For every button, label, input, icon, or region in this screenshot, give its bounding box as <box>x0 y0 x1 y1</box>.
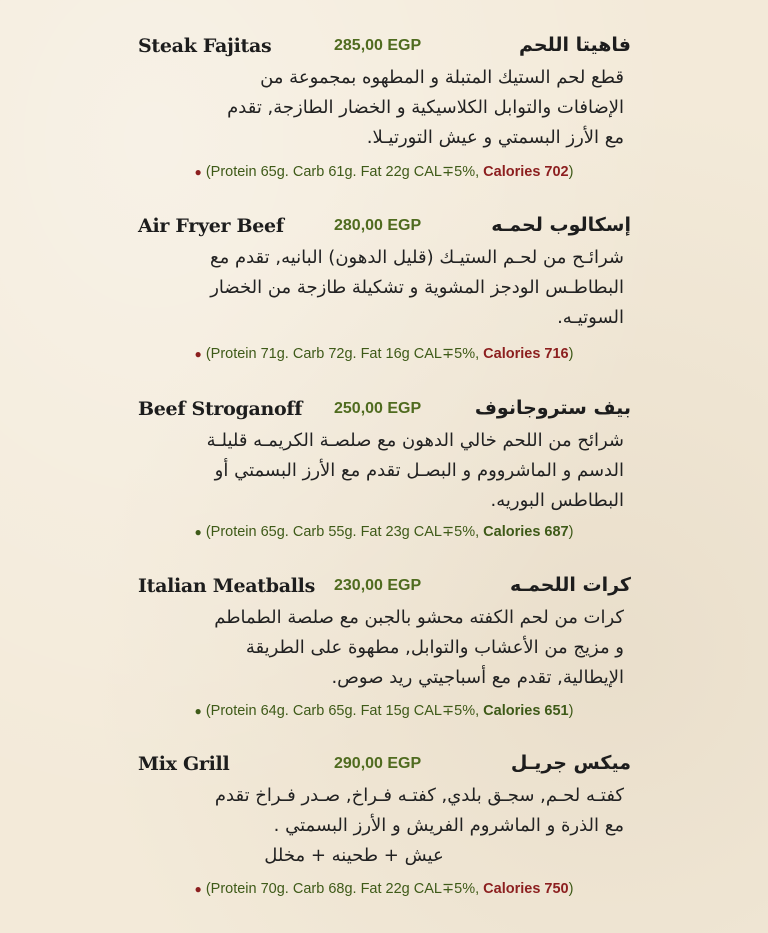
nutrition-close: ) <box>568 164 574 180</box>
bullet-icon: ● <box>194 347 202 361</box>
item-name: Mix Grill <box>138 753 230 775</box>
item-name: Italian Meatballs <box>138 575 315 597</box>
item-title-ar: فاهيتا اللحم <box>518 34 631 56</box>
item-name: Beef Stroganoff <box>138 398 303 420</box>
item-price: 290,00 EGP <box>334 755 422 772</box>
item-title-ar: إسكالوب لحمـه <box>491 214 631 236</box>
item-price: 285,00 EGP <box>334 37 422 54</box>
nutrition-close: ) <box>568 346 574 362</box>
desc-line: شرائـح من لحـم الستيـك (قليل الدهون) البانيه, تقدم مع <box>210 247 624 268</box>
item-name: Air Fryer Beef <box>138 215 284 237</box>
nutrition-text: (Protein 65g. Carb 61g. Fat 22g CAL∓5%, <box>205 164 480 180</box>
desc-line: السوتيـه. <box>557 307 624 328</box>
nutrition-close: ) <box>568 881 574 897</box>
item-description <box>144 603 624 693</box>
item-title-ar: ميكس جريـل <box>510 752 631 774</box>
desc-line: الدسم و الماشرووم و البصـل تقدم مع الأرز البسمتي أو <box>214 460 624 481</box>
nutrition-text: (Protein 71g. Carb 72g. Fat 16g CAL∓5%, <box>205 346 480 362</box>
nutrition-info <box>0 522 768 542</box>
item-description <box>144 781 624 871</box>
nutrition-text: (Protein 65g. Carb 55g. Fat 23g CAL∓5%, <box>205 524 480 540</box>
nutrition-info <box>0 344 768 364</box>
desc-line: مع الذرة و الماشروم الفريش و الأرز البسمتي . <box>273 815 624 836</box>
nutrition-info <box>0 879 768 899</box>
nutrition-text: (Protein 64g. Carb 65g. Fat 15g CAL∓5%, <box>205 703 480 719</box>
bullet-icon: ● <box>194 165 202 179</box>
item-description <box>144 63 624 153</box>
nutrition-info <box>0 701 768 721</box>
nutrition-close: ) <box>568 703 574 719</box>
item-title-ar: كرات اللحمـه <box>510 574 631 596</box>
bullet-icon: ● <box>194 882 202 896</box>
item-price: 280,00 EGP <box>334 217 422 234</box>
desc-line: الإضافات والتوابل الكلاسيكية و الخضار الطازجة, تقدم <box>227 97 624 118</box>
item-description <box>144 426 624 516</box>
desc-line: مع الأرز البسمتي و عيش التورتيـلا. <box>366 127 624 148</box>
nutrition-text: (Protein 70g. Carb 68g. Fat 22g CAL∓5%, <box>205 881 480 897</box>
desc-line: البطاطس البوريه. <box>490 490 624 511</box>
desc-line: و مزيج من الأعشاب والتوابل, مطهوة على الطريقة <box>245 637 624 658</box>
item-description <box>144 243 624 333</box>
bullet-icon: ● <box>194 525 202 539</box>
item-price: 250,00 EGP <box>334 400 422 417</box>
calories: Calories 687 <box>483 524 569 540</box>
nutrition-close: ) <box>568 524 574 540</box>
nutrition-info <box>0 162 768 182</box>
calories: Calories 651 <box>483 703 569 719</box>
item-name: Steak Fajitas <box>138 35 272 57</box>
calories: Calories 750 <box>483 881 569 897</box>
calories: Calories 716 <box>483 346 569 362</box>
desc-line: البطاطـس الودجز المشوية و تشكيلة طازجة من الخضار <box>210 277 624 298</box>
desc-line: كرات من لحم الكفته محشو بالجبن مع صلصة الطماطم <box>214 607 624 628</box>
calories: Calories 702 <box>483 164 569 180</box>
desc-line: شرائح من اللحم خالي الدهون مع صلصـة الكريمـه قليلـة <box>206 430 624 451</box>
item-title-ar: بيف ستروجانوف <box>474 397 631 419</box>
desc-line: قطع لحم الستيك المتبلة و المطهوه بمجموعة من <box>260 67 624 88</box>
item-price: 230,00 EGP <box>334 577 422 594</box>
desc-line: الإيطالية, تقدم مع أسباجيتي ريد صوص. <box>331 667 624 688</box>
desc-line: كفتـه لحـم, سجـق بلدي, كفتـه فـراخ, صـدر فـراخ تقدم <box>214 785 624 806</box>
desc-line: عيش + طحينه + مخلل <box>264 845 444 866</box>
bullet-icon: ● <box>194 704 202 718</box>
